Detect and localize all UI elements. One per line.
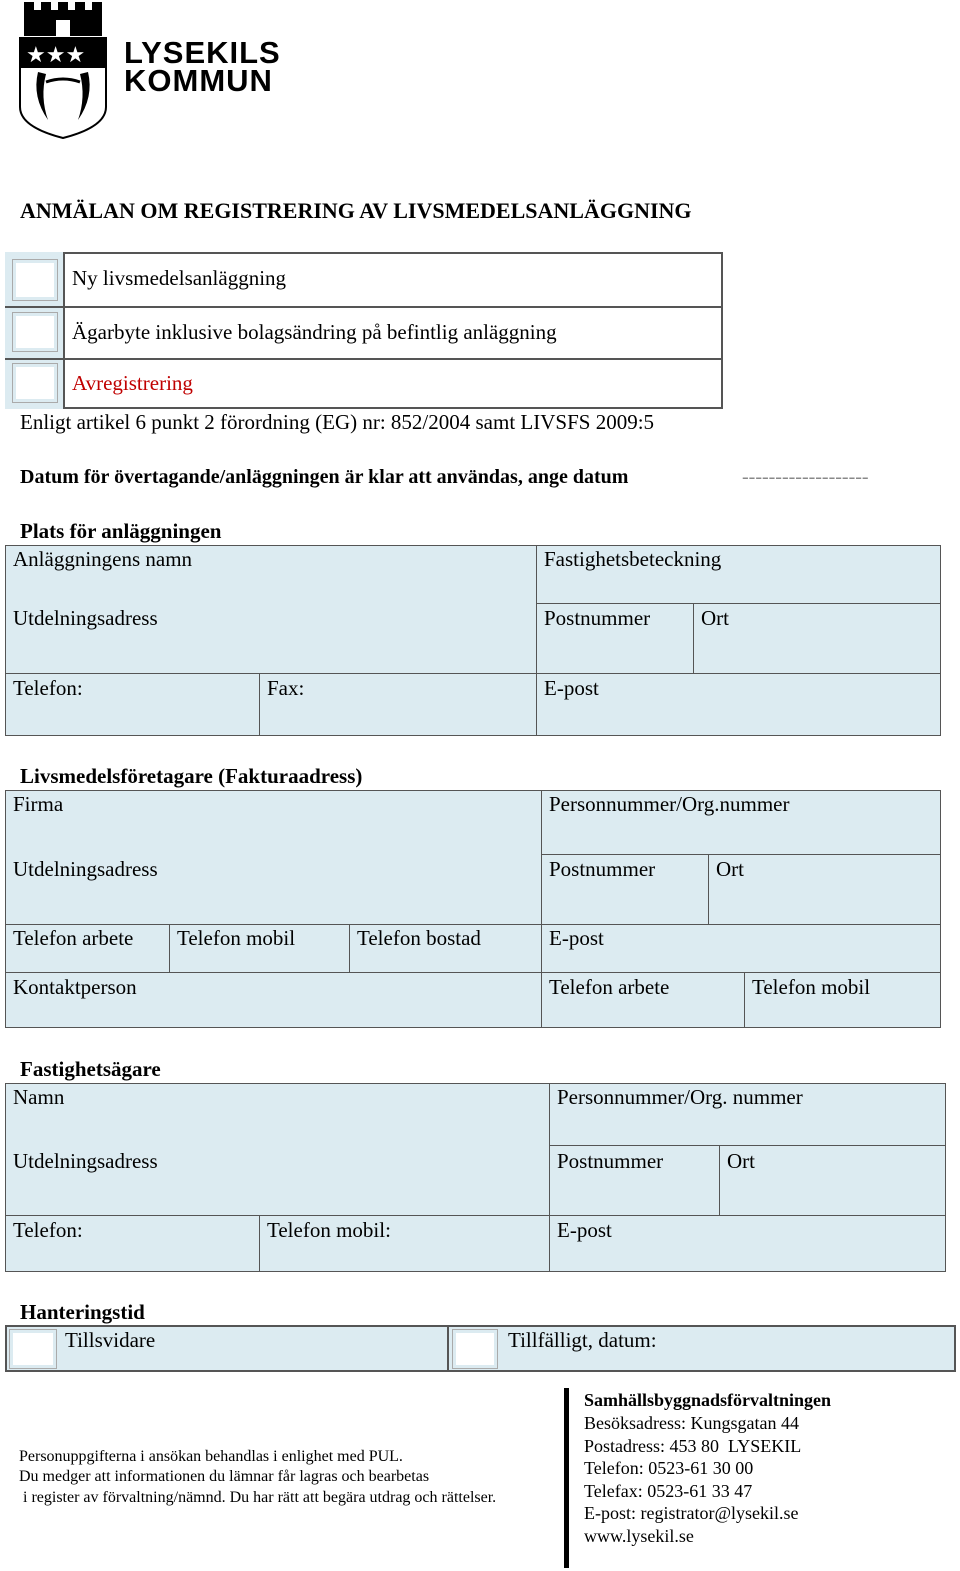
- footer-fax: Telefax: 0523-61 33 47: [584, 1481, 753, 1501]
- municipality-crest: [18, 2, 108, 140]
- org-name-line2: KOMMUN: [124, 63, 273, 98]
- option-deregister-checkbox[interactable]: [12, 363, 58, 403]
- org-name-line1: LYSEKILS: [124, 35, 281, 70]
- privacy-line-1: Personuppgifterna i ansökan behandlas i enlighet med PUL.: [19, 1448, 403, 1465]
- hantering-permanent-checkbox[interactable]: [9, 1329, 57, 1369]
- form-title: ANMÄLAN OM REGISTRERING AV LIVSMEDELSANLÄGGNING: [20, 198, 692, 223]
- foretagare-contact-label: Kontaktperson: [13, 975, 137, 999]
- plats-email-label: E-post: [544, 676, 599, 700]
- footer-website[interactable]: www.lysekil.se: [584, 1526, 694, 1546]
- agare-address-label: Utdelningsadress: [13, 1149, 158, 1173]
- foretagare-heading: Livsmedelsföretagare (Fakturaadress): [20, 764, 363, 788]
- hantering-temporary-label: Tillfälligt, datum:: [508, 1328, 657, 1352]
- hantering-permanent-label: Tillsvidare: [65, 1328, 156, 1352]
- foretagare-contact-phone-work-label: Telefon arbete: [549, 975, 670, 999]
- agare-heading: Fastighetsägare: [20, 1057, 161, 1081]
- agare-id-label: Personnummer/Org. nummer: [557, 1085, 803, 1109]
- plats-phone-label: Telefon:: [13, 676, 83, 700]
- foretagare-company-label: Firma: [13, 792, 64, 816]
- foretagare-address-label: Utdelningsadress: [13, 857, 158, 881]
- legal-note: Enligt artikel 6 punkt 2 förordning (EG) nr: 852/2004 samt LIVSFS 2009:5: [20, 410, 655, 434]
- svg-text:★★★: ★★★: [26, 43, 86, 68]
- takeover-date-label: Datum för övertagande/anläggningen är klar att användas, ange datum: [20, 466, 629, 488]
- plats-name-label: Anläggningens namn: [13, 547, 193, 571]
- takeover-date-input[interactable]: -------------------: [742, 466, 869, 488]
- foretagare-postcode-label: Postnummer: [549, 857, 656, 881]
- plats-address-label: Utdelningsadress: [13, 606, 158, 630]
- foretagare-phone-mobile-label: Telefon mobil: [177, 926, 296, 950]
- plats-fax-label: Fax:: [267, 676, 305, 700]
- privacy-line-2: Du medger att informationen du lämnar får lagras och bearbetas: [19, 1468, 430, 1485]
- foretagare-phone-home-label: Telefon bostad: [357, 926, 481, 950]
- plats-city-label: Ort: [701, 606, 729, 630]
- agare-phone-label: Telefon:: [13, 1218, 83, 1242]
- footer-email[interactable]: E-post: registrator@lysekil.se: [584, 1503, 799, 1523]
- agare-postcode-label: Postnummer: [557, 1149, 664, 1173]
- plats-heading: Plats för anläggningen: [20, 519, 222, 543]
- agare-name-label: Namn: [13, 1085, 65, 1109]
- plats-property-label: Fastighetsbeteckning: [544, 547, 722, 571]
- foretagare-contact-phone-mobile-label: Telefon mobil: [752, 975, 871, 999]
- plats-postcode-label: Postnummer: [544, 606, 651, 630]
- footer-visit-address: Besöksadress: Kungsgatan 44: [584, 1413, 799, 1433]
- footer-divider: [564, 1388, 569, 1568]
- plats-city-field[interactable]: [693, 603, 941, 675]
- foretagare-id-label: Personnummer/Org.nummer: [549, 792, 790, 816]
- option-new-label: Ny livsmedelsanläggning: [72, 266, 287, 290]
- privacy-line-3: i register av förvaltning/nämnd. Du har rätt att begära utdrag och rättelser.: [19, 1489, 497, 1506]
- option-deregister-label: Avregistrering: [72, 371, 193, 395]
- footer-department: Samhällsbyggnadsförvaltningen: [584, 1390, 832, 1410]
- hantering-temporary-checkbox[interactable]: [452, 1329, 498, 1369]
- option-ownerchange-label: Ägarbyte inklusive bolagsändring på befintlig anläggning: [72, 320, 557, 344]
- footer-post-address: Postadress: 453 80 LYSEKIL: [584, 1436, 802, 1456]
- foretagare-city-label: Ort: [716, 857, 744, 881]
- agare-city-label: Ort: [727, 1149, 755, 1173]
- option-ownerchange-checkbox[interactable]: [12, 312, 58, 352]
- foretagare-email-label: E-post: [549, 926, 604, 950]
- foretagare-phone-work-label: Telefon arbete: [13, 926, 134, 950]
- option-new-checkbox[interactable]: [12, 259, 58, 301]
- agare-email-label: E-post: [557, 1218, 612, 1242]
- footer-phone: Telefon: 0523-61 30 00: [584, 1458, 754, 1478]
- agare-phone-mobile-label: Telefon mobil:: [267, 1218, 391, 1242]
- hantering-heading: Hanteringstid: [20, 1300, 145, 1324]
